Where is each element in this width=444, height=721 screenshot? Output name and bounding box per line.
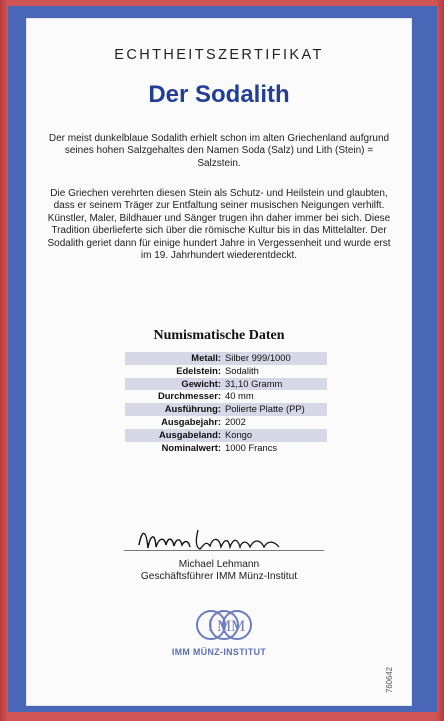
intro-paragraph: Der meist dunkelblaue Sodalith erhielt schon im alten Griechenland aufgrund seines hohen Salzgehaltes den Namen Soda (Salz) und Lith (Stein) = Salzstein.	[48, 133, 390, 169]
table-row	[125, 352, 327, 365]
signer-title: Geschäftsführer IMM Münz-Institut	[140, 571, 298, 582]
row-key: Edelstein:	[176, 364, 221, 376]
certificate-title: Der Sodalith	[148, 81, 290, 108]
row-key: Nominalwert:	[161, 441, 221, 453]
imm-logo	[193, 607, 253, 643]
table-row	[125, 416, 327, 429]
history-paragraph: Die Griechen verehrten diesen Stein als Schutz- und Heilstein und glaubten, dass er seinem Träger zur Entfaltung seiner musischen Neigungen verhilft. Künstler, Maler, Bildhauer und Sänger trugen ihn daher immer bei sich. Diese Tradition überlieferte sich über die römische Kultur bis in das Mittelalter. Der Sodalith geriet dann für einige hundert Jahre in Vergessenheit und wurde erst im 19. Jahrhundert wiederentdeckt.	[47, 188, 391, 262]
row-value: 1000 Francs	[225, 441, 278, 453]
table-row	[125, 378, 327, 391]
row-key: Metall:	[191, 352, 221, 363]
signer-name: Michael Lehmann	[178, 559, 260, 570]
signature-line	[124, 550, 324, 551]
logo-text: IMM MÜNZ-INSTITUT	[171, 647, 267, 657]
row-value: Kongo	[225, 428, 253, 440]
table-row	[125, 390, 327, 403]
numismatic-table	[125, 352, 327, 454]
certificate-card	[26, 18, 412, 706]
row-value: Polierte Platte (PP)	[225, 403, 305, 415]
certificate-kicker: ECHTHEITSZERTIFIKAT	[114, 47, 324, 63]
row-value: Silber 999/1000	[225, 352, 291, 363]
row-key: Gewicht:	[181, 377, 221, 389]
row-key: Ausführung:	[164, 403, 221, 415]
svg-text:M: M	[231, 618, 246, 635]
row-value: 2002	[225, 415, 246, 427]
row-key: Durchmesser:	[157, 390, 221, 402]
row-key: Ausgabeland:	[159, 428, 221, 440]
serial-number: 760642	[385, 666, 394, 694]
row-value: 40 mm	[225, 390, 254, 402]
section-title: Numismatische Daten	[153, 328, 285, 343]
table-row	[125, 365, 327, 378]
svg-text:I: I	[208, 618, 214, 635]
row-key: Ausgabejahr:	[161, 415, 221, 427]
table-row	[125, 429, 327, 442]
svg-text:M: M	[217, 618, 232, 635]
row-value: 31,10 Gramm	[225, 377, 283, 389]
table-row	[125, 442, 327, 455]
row-value: Sodalith	[225, 364, 259, 376]
table-row	[125, 403, 327, 416]
